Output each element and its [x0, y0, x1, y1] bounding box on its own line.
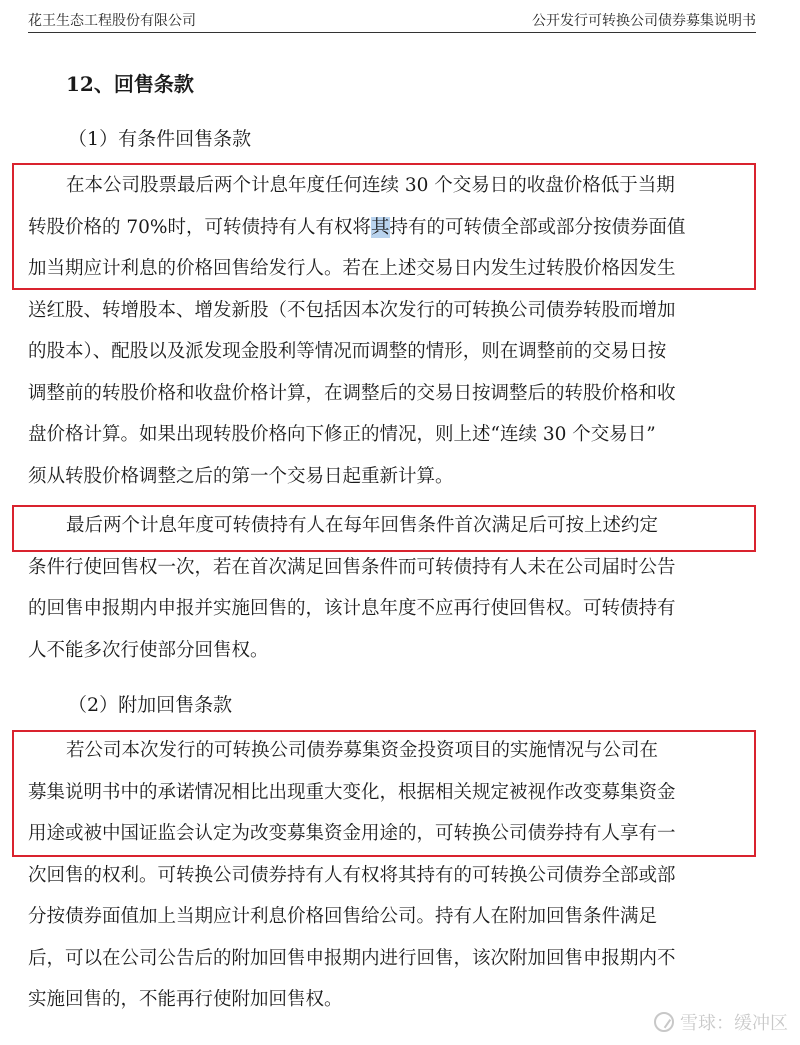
text-line: 条件行使回售权一次，若在首次满足回售条件而可转债持有人未在公司届时公告 — [28, 556, 676, 578]
text-line: 在本公司股票最后两个计息年度任何连续 30 个交易日的收盘价格低于当期 — [66, 175, 675, 196]
text-line: 后，可以在公司公告后的附加回售申报期内进行回售，该次附加回售申报期内不 — [28, 947, 676, 969]
text-line: 人不能多次行使部分回售权。 — [28, 639, 269, 661]
text-line: 的回售申报期内申报并实施回售的，该计息年度不应再行使回售权。可转债持有 — [28, 598, 676, 619]
section-title: 12、回售条款 — [66, 72, 194, 96]
text-line: 须从转股价格调整之后的第一个交易日起重新计算。 — [28, 465, 454, 487]
highlight-box-conditional — [12, 163, 756, 290]
selected-text[interactable]: 其 — [371, 216, 390, 238]
header-doc-title: 公开发行可转换公司债券募集说明书 — [532, 13, 756, 29]
page-header — [28, 6, 756, 33]
text-line: 调整前的转股价格和收盘价格计算，在调整后的交易日按调整后的转股价格和收 — [28, 382, 676, 404]
subsection-title-conditional: （1）有条件回售条款 — [68, 128, 252, 150]
text-line: 送红股、转增股本、增发新股（不包括因本次发行的可转换公司债券转股而增加 — [28, 299, 676, 321]
highlight-box-put-once — [12, 505, 756, 552]
text-line: 若公司本次发行的可转换公司债券募集资金投资项目的实施情况与公司在 — [66, 740, 659, 761]
text-line: 的股本）、配股以及派发现金股利等情况而调整的情形，则在调整前的交易日按 — [28, 341, 667, 362]
text-segment: 持有的可转债全部或部分按债券面值 — [389, 216, 686, 238]
subsection-title-additional: （2）附加回售条款 — [68, 694, 233, 716]
text-line: 次回售的权利。可转换公司债券持有人有权将其持有的可转换公司债券全部或部 — [28, 864, 676, 886]
snowball-logo-icon — [654, 1012, 674, 1032]
watermark-text: 雪球：缓冲区 — [680, 1013, 788, 1034]
watermark — [654, 1009, 788, 1035]
text-line: 最后两个计息年度可转债持有人在每年回售条件首次满足后可按上述约定 — [66, 515, 659, 536]
text-line: 盘价格计算。如果出现转股价格向下修正的情况，则上述“连续 30 个交易日” — [28, 424, 656, 445]
highlight-box-additional — [12, 730, 756, 857]
text-line: 募集说明书中的承诺情况相比出现重大变化，根据相关规定被视作改变募集资金 — [28, 781, 676, 803]
text-line: 实施回售的，不能再行使附加回售权。 — [28, 989, 343, 1010]
header-company: 花王生态工程股份有限公司 — [28, 13, 196, 29]
text-line: 加当期应计利息的价格回售给发行人。若在上述交易日内发生过转股价格因发生 — [28, 258, 676, 279]
text-line: 用途或被中国证监会认定为改变募集资金用途的，可转换公司债券持有人享有一 — [28, 823, 676, 844]
text-line: 分按债券面值加上当期应计利息价格回售给公司。持有人在附加回售条件满足 — [28, 906, 658, 927]
text-segment: 转股价格的 70%时，可转债持有人有权将 — [28, 216, 372, 238]
